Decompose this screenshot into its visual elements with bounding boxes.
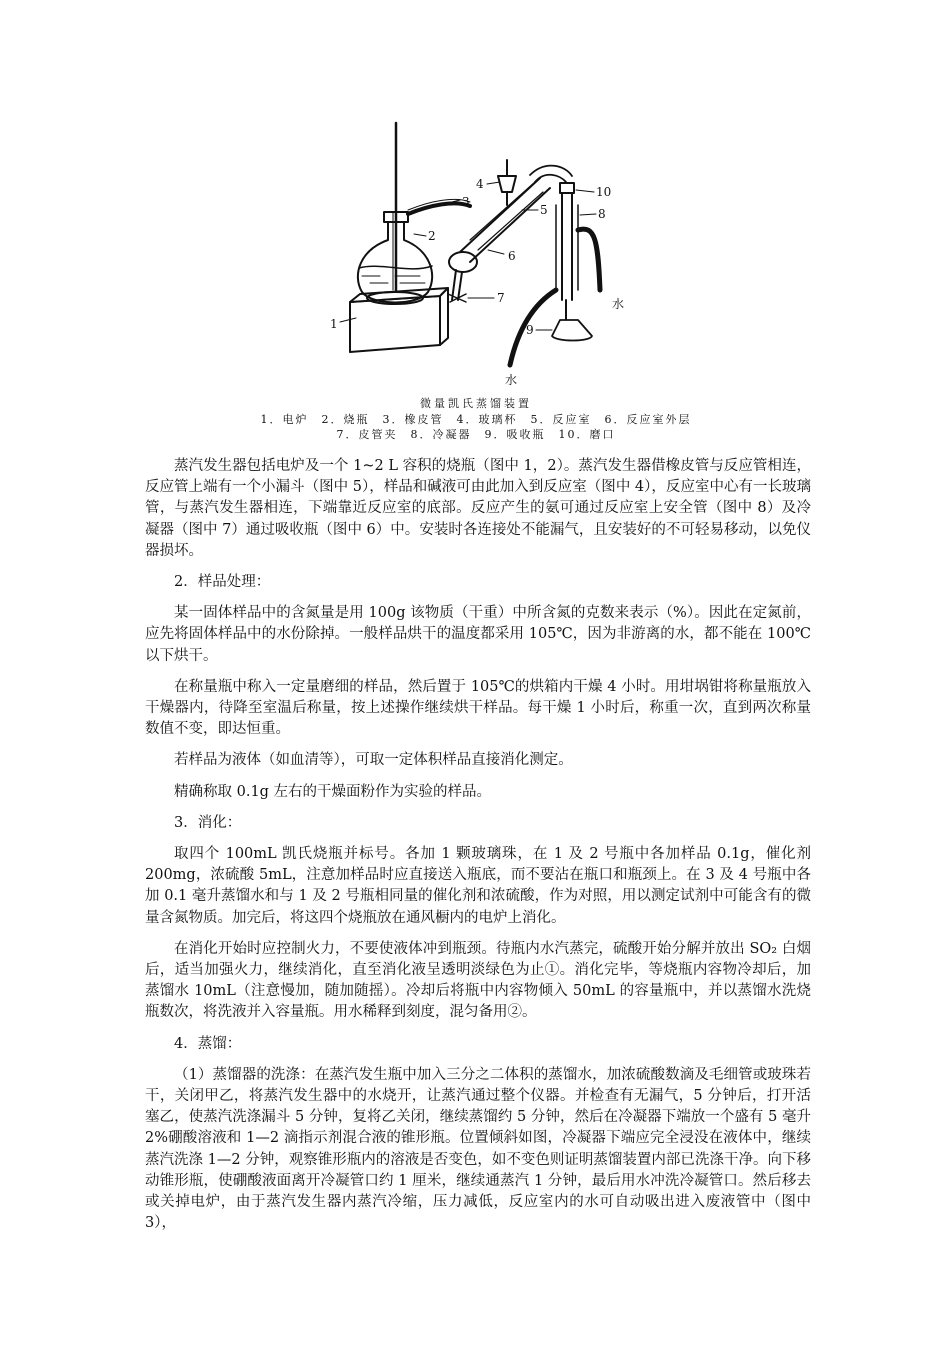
label-water-bottom: 水 (505, 373, 518, 387)
document-body (145, 456, 811, 1245)
electric-stove (350, 288, 448, 352)
paragraph-flour-sample: 精确称取 0.1g 左右的干燥面粉作为实验的样品。 (174, 783, 492, 800)
paragraph-apparatus: 蒸汽发生器包括电炉及一个 1~2 L 容积的烧瓶（图中 1，2）。蒸汽发生器借橡皮管与反应管相连，反应管上端有一个小漏斗（图中 5），样品和碱液可由此加入到反应室（图中 4），反应室中心有一长玻璃管，与蒸汽发生器相连，下端靠近反应室的底部。反应产生的氨可通过反应室上安全管（图中 8）及冷凝器（图中 7）通过吸收瓶（图中 6）中。安装时各连接处不能漏气，且安装好的不可轻易移动，以免仪器损坏。 (145, 458, 811, 559)
paragraph-liquid-sample: 若样品为液体（如血清等），可取一定体积样品直接消化测定。 (174, 752, 573, 769)
heading-sample-treatment: 2．样品处理： (174, 574, 271, 591)
label-6: 6 (508, 249, 516, 263)
label-water-right: 水 (612, 297, 625, 311)
label-8: 8 (598, 207, 606, 221)
condenser (556, 183, 578, 320)
heading-distillation: 4．蒸馏： (174, 1035, 242, 1052)
figure-title: 微量凯氏蒸馏装置 (420, 397, 532, 410)
kjeldahl-apparatus-drawing (0, 0, 952, 395)
paragraph-digestion-process: 在消化开始时应控制火力，不要使液体冲到瓶颈。待瓶内水汽蒸完，硫酸开始分解并放出 SO₂ 白烟后，适当加强火力，继续消化，直至消化液呈透明淡绿色为止①。消化完毕，等烧瓶内容物冷却后，加蒸馏水 10mL（注意慢加，随加随摇）。冷却后将瓶中内容物倾入 50mL 的容量瓶中，并以蒸馏水洗烧瓶数次，将洗液并入容量瓶。用水稀释到刻度，混匀备用②。 (145, 940, 811, 1021)
figure-legend-line-2: 7．皮管夹 8．冷凝器 9．吸收瓶 10．磨口 (336, 428, 616, 441)
paragraph-weighing: 在称量瓶中称入一定量磨细的样品，然后置于 105℃的烘箱内干燥 4 小时。用坩埚钳将称量瓶放入干燥器内，待降至室温后称量，按上述操作继续烘干样品。每干燥 1 小时后，称重一次，直到两次称量数值不变，即达恒重。 (145, 678, 811, 738)
apparatus-figure (0, 0, 952, 445)
paragraph-distiller-washing: （1）蒸馏器的洗涤：在蒸汽发生瓶中加入三分之二体积的蒸馏水，加浓硫酸数滴及毛细管或玻珠若干，关闭甲乙，将蒸汽发生器中的水烧开，让蒸汽通过整个仪器。并检查有无漏气，5 分钟后，打开活塞乙，使蒸汽洗涤漏斗 5 分钟，复将乙关闭，继续蒸馏约 5 分钟，然后在冷凝器下端放一个盛有 5 毫升 2%硼酸溶液和 1—2 滴指示剂混合液的锥形瓶。位置倾斜如图，冷凝器下端应完全浸没在液体中，继续蒸汽洗涤 1—2 分钟，观察锥形瓶内的溶液是否变色，如不变色则证明蒸馏装置内部已洗涤干净。向下移动锥形瓶，使硼酸液面离开冷凝管口约 1 厘米，继续通蒸汽 1 分钟，最后用水冲洗冷凝管口。然后移去或关掉电炉，由于蒸汽发生器内蒸汽冷缩，压力减低，反应室内的水可自动吸出进入废液管中（图中 3）， (145, 1066, 811, 1232)
glass-cup (498, 160, 516, 205)
label-4: 4 (476, 177, 484, 191)
label-7: 7 (497, 291, 505, 305)
label-2: 2 (428, 229, 436, 243)
figure-legend-line-1: 1．电炉 2．烧瓶 3．橡皮管 4．玻璃杯 5．反应室 6．反应室外层 (260, 413, 692, 426)
paragraph-digestion-setup: 取四个 100mL 凯氏烧瓶并标号。各加 1 颗玻璃珠，在 1 及 2 号瓶中各加样品 0.1g，催化剂 200mg，浓硫酸 5mL，注意加样品时应直接送入瓶底，而不要沾在瓶口和瓶颈上。在 3 及 4 号瓶中各加 0.1 毫升蒸馏水和与 1 及 2 号瓶相同量的催化剂和浓硫酸，作为对照，用以测定试剂中可能含有的微量含氮物质。加完后，将这四个烧瓶放在通风橱内的电炉上消化。 (145, 846, 811, 926)
label-3: 3 (462, 195, 470, 209)
paragraph-nitrogen-content: 某一固体样品中的含氮量是用 100g 该物质（干重）中所含氮的克数来表示（%）。因此在定氮前，应先将固体样品中的水份除掉。一般样品烘干的温度都采用 105℃，因为非游离的水，都不能在 100℃以下烘干。 (145, 605, 811, 664)
label-1: 1 (330, 317, 338, 331)
label-10: 10 (596, 185, 612, 199)
label-9: 9 (526, 323, 534, 337)
heading-digestion: 3．消化： (174, 814, 242, 831)
label-5: 5 (540, 203, 548, 217)
